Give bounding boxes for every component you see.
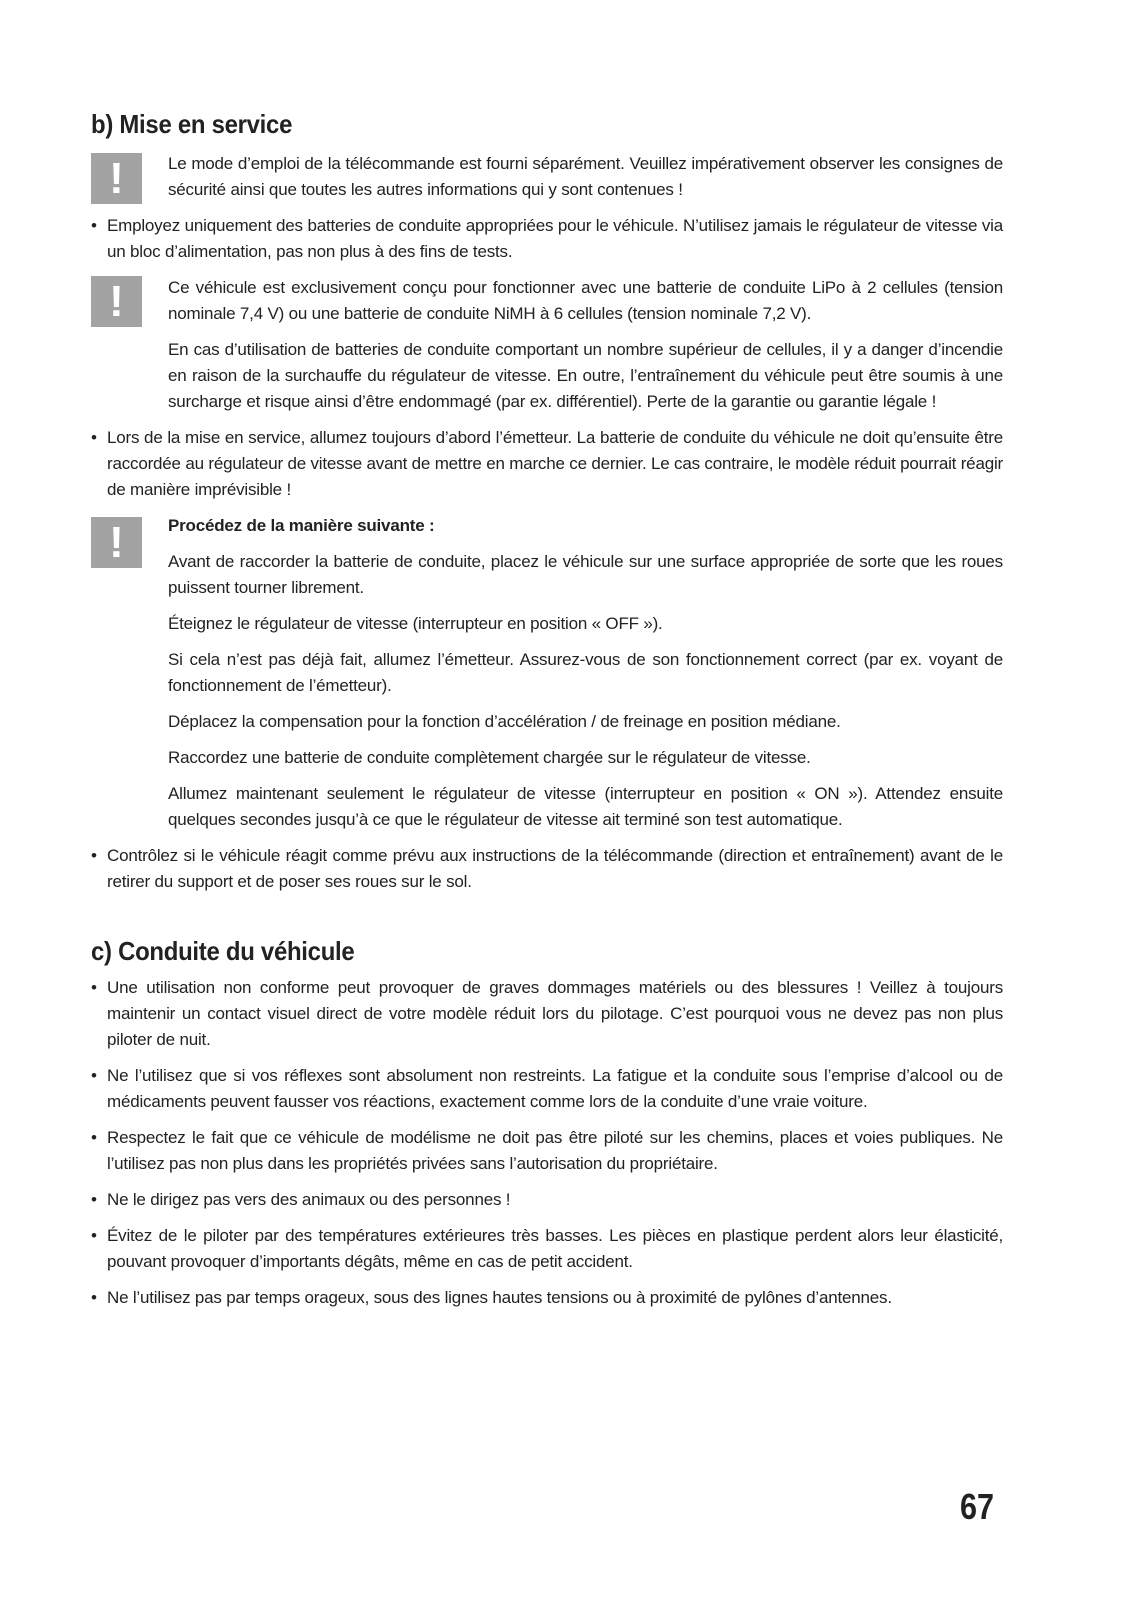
- document-page: [91, 108, 1003, 1311]
- procedure-step: Allumez maintenant seulement le régulateur de vitesse (interrupteur en position « ON »). Attendez ensuite quelques secondes jusqu’à ce que le régulateur de vitesse ait terminé son test automatique.: [168, 784, 1003, 829]
- procedure-step: Raccordez une batterie de conduite complètement chargée sur le régulateur de vitesse.: [168, 748, 811, 767]
- procedure-step: Déplacez la compensation pour la fonction d’accélération / de freinage en position médiane.: [168, 712, 841, 731]
- procedure-step: Éteignez le régulateur de vitesse (interrupteur en position « OFF »).: [168, 614, 663, 633]
- warning-notice: [91, 275, 1003, 415]
- warning-icon: !: [91, 276, 142, 327]
- page-number: 67: [960, 1486, 995, 1527]
- notice-text: Le mode d’emploi de la télécommande est fourni séparément. Veuillez impérativement observer les consignes de sécurité ainsi que toutes les autres informations qui y sont contenues !: [168, 154, 1003, 199]
- list-item: • Contrôlez si le véhicule réagit comme prévu aux instructions de la télécommande (direction et entraînement) avant de le retirer du support et de poser ses roues sur le sol.: [91, 843, 1003, 895]
- notice-text: En cas d’utilisation de batteries de conduite comportant un nombre supérieur de cellules, il y a danger d’incendie en raison de la surchauffe du régulateur de vitesse. En outre, l’entraînement du véhicule peut être soumis à une surcharge et risque ainsi d’être endommagé (par ex. différentiel). Perte de la garantie ou garantie légale !: [168, 340, 1003, 411]
- list-item: • Ne l’utilisez pas par temps orageux, sous des lignes hautes tensions ou à proximité de pylônes d’antennes.: [91, 1285, 1003, 1311]
- warning-icon: !: [91, 153, 142, 204]
- procedure-title: Procédez de la manière suivante :: [168, 516, 435, 535]
- section-heading-conduite: c) Conduite du véhicule: [91, 936, 355, 966]
- list-item: • Une utilisation non conforme peut provoquer de graves dommages matériels ou des blessures ! Veillez à toujours maintenir un contact visuel direct de votre modèle réduit lors du pilotage. C’est pourquoi vous ne devez pas non plus piloter de nuit.: [91, 975, 1003, 1053]
- list-item: • Lors de la mise en service, allumez toujours d’abord l’émetteur. La batterie de conduite du véhicule ne doit qu’ensuite être raccordée au régulateur de vitesse avant de mettre en marche ce dernier. Le cas contraire, le modèle réduit pourrait réagir de manière imprévisible !: [91, 425, 1003, 503]
- procedure-step: Si cela n’est pas déjà fait, allumez l’émetteur. Assurez-vous de son fonctionnement correct (par ex. voyant de fonctionnement de l’émetteur).: [168, 650, 1003, 695]
- warning-icon: !: [91, 517, 142, 568]
- list-item: • Respectez le fait que ce véhicule de modélisme ne doit pas être piloté sur les chemins, places et voies publiques. Ne l’utilisez pas non plus dans les propriétés privées sans l’autorisation du propriétaire.: [91, 1125, 1003, 1177]
- procedure-step: Avant de raccorder la batterie de conduite, placez le véhicule sur une surface appropriée de sorte que les roues puissent tourner librement.: [168, 552, 1003, 597]
- list-item: • Ne l’utilisez que si vos réflexes sont absolument non restreints. La fatigue et la conduite sous l’emprise d’alcool ou de médicaments peuvent fausser vos réactions, exactement comme lors de la conduite d’une vraie voiture.: [91, 1063, 1003, 1115]
- list-item: • Évitez de le piloter par des températures extérieures très basses. Les pièces en plastique perdent alors leur élasticité, pouvant provoquer d’importants dégâts, même en cas de petit accident.: [91, 1223, 1003, 1275]
- warning-notice: [91, 151, 1003, 203]
- list-item: • Employez uniquement des batteries de conduite appropriées pour le véhicule. N’utilisez jamais le régulateur de vitesse via un bloc d’alimentation, pas non plus à des fins de tests.: [91, 213, 1003, 265]
- list-item: • Ne le dirigez pas vers des animaux ou des personnes !: [91, 1187, 1003, 1213]
- section-heading-mise-en-service: b) Mise en service: [91, 109, 293, 139]
- notice-text: Ce véhicule est exclusivement conçu pour fonctionner avec une batterie de conduite LiPo à 2 cellules (tension nominale 7,4 V) ou une batterie de conduite NiMH à 6 cellules (tension nominale 7,2 V).: [168, 278, 1003, 323]
- warning-notice: [91, 513, 1003, 833]
